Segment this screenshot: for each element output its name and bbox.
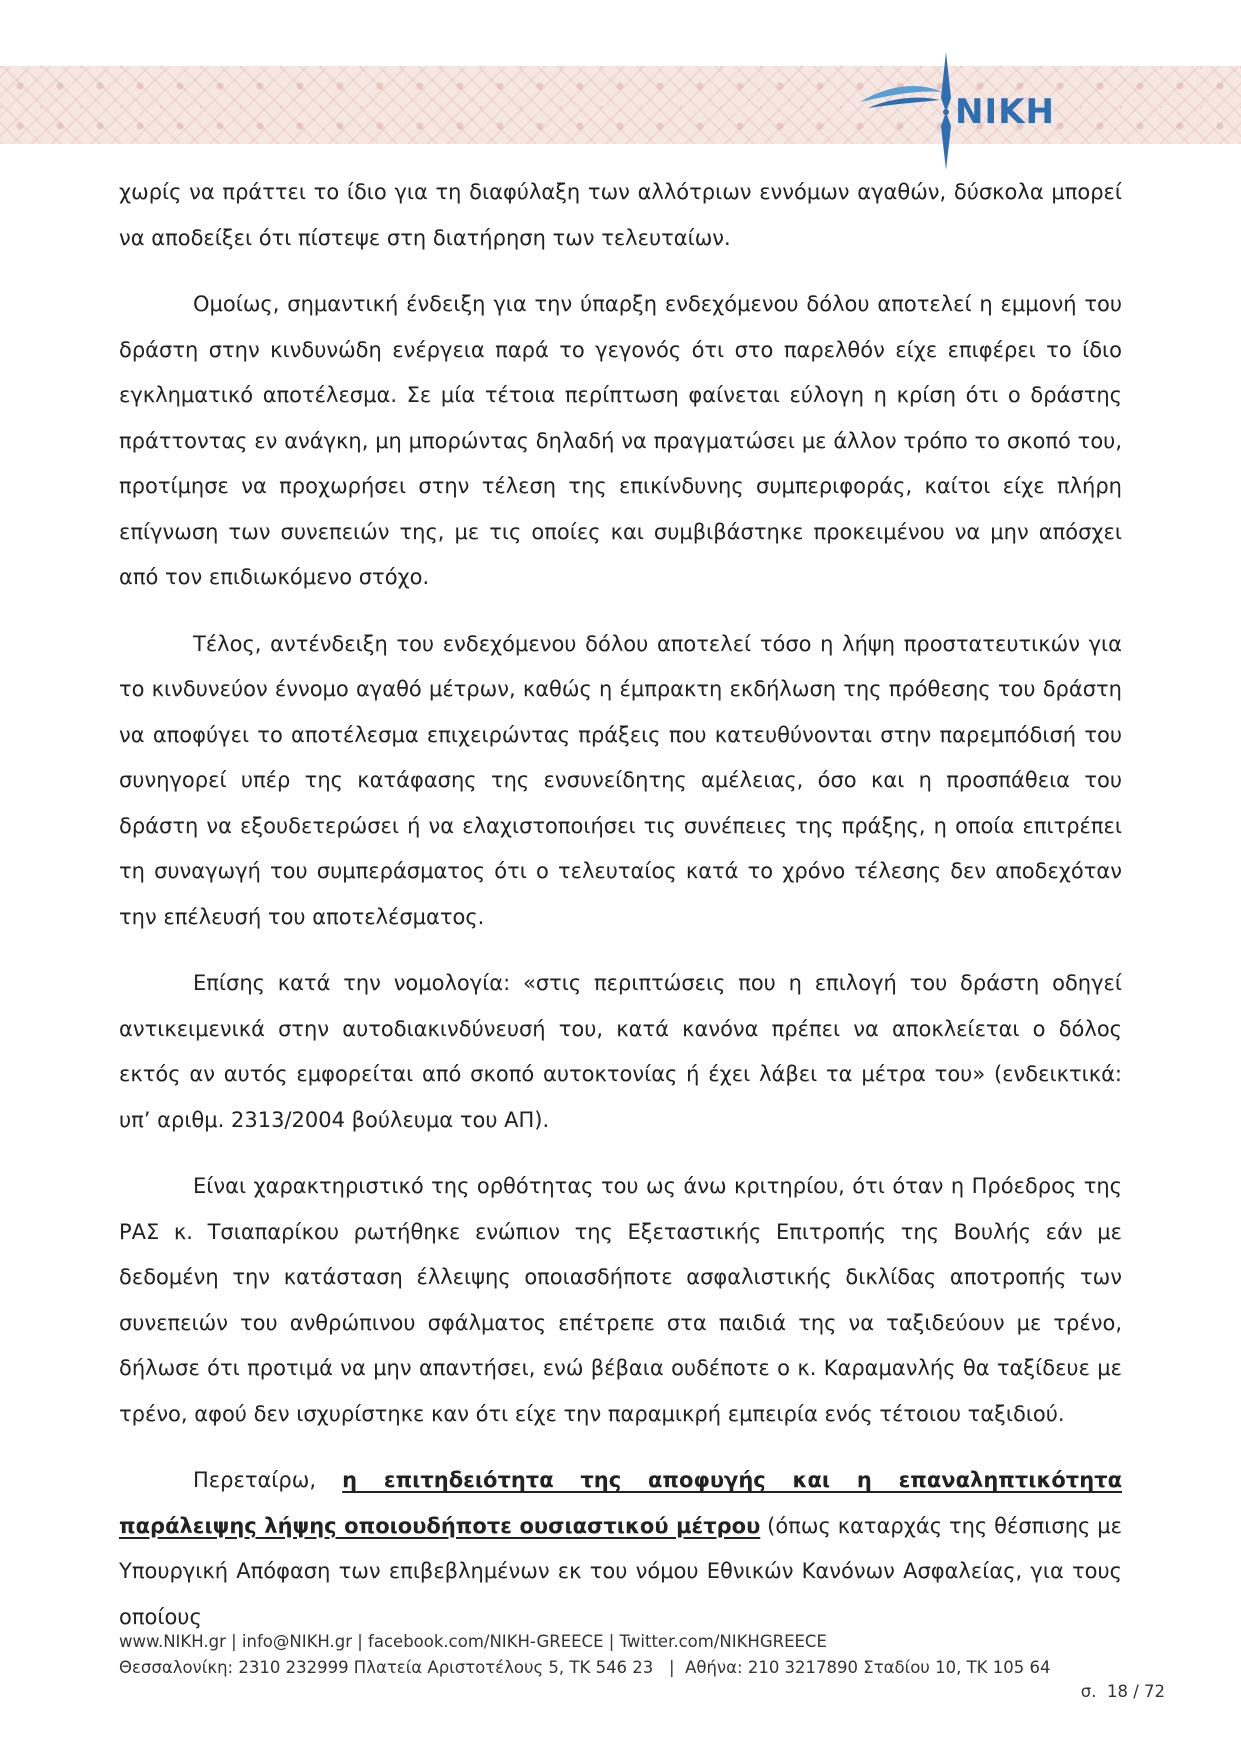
footer-contact-links: www.NIKH.gr | info@NIKH.gr | facebook.com/NIKH-GREECE | Twitter.com/NIKHGREECE bbox=[119, 1632, 827, 1651]
paragraph-6-rest: (όπως καταρχάς της θέσπισης με Υπουργική Απόφαση των επιβεβλημένων εκ του νόμου Εθνικών Κανόνων Ασφαλείας, για τους οποίους bbox=[119, 1513, 1122, 1629]
paragraph-6 bbox=[119, 1458, 1122, 1640]
paragraph-6-lead: Περεταίρω, bbox=[193, 1468, 343, 1492]
footer-addresses: Θεσσαλονίκη: 2310 232999 Πλατεία Αριστοτέλους 5, ΤΚ 546 23 | Αθήνα: 210 3217890 Σταδίου 10, ΤΚ 105 64 bbox=[119, 1658, 1051, 1677]
paragraph-5: Είναι χαρακτηριστικό της ορθότητας του ως άνω κριτηρίου, ότι όταν η Πρόεδρος της ΡΑΣ κ. Τσιαπαρίκου ρωτήθηκε ενώπιον της Εξεταστικής Επιτροπής της Βουλής εάν με δεδομένη την κατάσταση έλλειψης οποιασδήποτε ασφαλιστικής δικλίδας αποτροπής των συνεπειών του ανθρώπινου σφάλματος επέτρεπε στα παιδιά της να ταξιδεύουν με τρένο, δήλωσε ότι προτιμά να μην απαντήσει, ενώ βέβαια ουδέποτε ο κ. Καραμανλής θα ταξίδευε με τρένο, αφού δεν ισχυρίστηκε καν ότι είχε την παραμικρή εμπειρία ενός τέτοιου ταξιδιού. bbox=[119, 1174, 1122, 1426]
paragraph-1: χωρίς να πράττει το ίδιο για τη διαφύλαξη των αλλότριων εννόμων αγαθών, δύσκολα μπορεί να αποδείξει ότι πίστεψε στη διατήρηση των τελευταίων. bbox=[119, 180, 1122, 250]
paragraph-3: Τέλος, αντένδειξη του ενδεχόμενου δόλου αποτελεί τόσο η λήψη προστατευτικών για το κινδυνεύον έννομο αγαθό μέτρων, καθώς η έμπρακτη εκδήλωση της πρόθεσης του δράστη να αποφύγει το αποτέλεσμα επιχειρώντας πράξεις που κατευθύνονται στην παρεμπόδισή του συνηγορεί υπέρ της κατάφασης της ενσυνείδητης αμέλειας, όσο και η προσπάθεια του δράστη να εξουδετερώσει ή να ελαχιστοποιήσει τις συνέπειες της πράξης, η οποία επιτρέπει τη συναγωγή του συμπεράσματος ότι ο τελευταίος κατά το χρόνο τέλεσης δεν αποδεχόταν την επέλευσή του αποτελέσματος. bbox=[119, 631, 1122, 929]
paragraph-4: Επίσης κατά την νομολογία: «στις περιπτώσεις που η επιλογή του δράστη οδηγεί αντικειμενικά στην αυτοδιακινδύνευσή του, κατά κανόνα πρέπει να αποκλείεται ο δόλος εκτός αν αυτός εμφορείται από σκοπό αυτοκτονίας ή έχει λάβει τα μέτρα του» (ενδεικτικά: υπ’ αριθμ. 2313/2004 βούλευμα του ΑΠ). bbox=[119, 971, 1122, 1132]
nikh-logo bbox=[850, 52, 1090, 172]
paragraph-2: Ομοίως, σημαντική ένδειξη για την ύπαρξη ενδεχόμενου δόλου αποτελεί η εμμονή του δράστη στην κινδυνώδη ενέργεια παρά το γεγονός ότι στο παρελθόν είχε επιφέρει το ίδιο εγκληματικό αποτέλεσμα. Σε μία τέτοια περίπτωση φαίνεται εύλογη η κρίση ότι ο δράστης πράττοντας εν ανάγκη, μη μπορώντας δηλαδή να πραγματώσει με άλλον τρόπο το σκοπό του, προτίμησε να προχωρήσει στην τέλεση της επικίνδυνης συμπεριφοράς, καίτοι είχε πλήρη επίγνωση των συνεπειών της, με τις οποίες και συμβιβάστηκε προκειμένου να μην απόσχει από τον επιδιωκόμενο στόχο. bbox=[119, 292, 1122, 589]
page-number: σ. 18 / 72 bbox=[1080, 1682, 1165, 1701]
footer bbox=[119, 1629, 1122, 1681]
document-body bbox=[119, 170, 1122, 1661]
logo-wordmark: NIKH bbox=[955, 92, 1055, 132]
paragraph-6-emphasis: η επιτηδειότητα της αποφυγής και η επαναληπτικότητα παράλειψης λήψης οποιουδήποτε ουσιαστικού μέτρου bbox=[119, 1468, 1122, 1538]
